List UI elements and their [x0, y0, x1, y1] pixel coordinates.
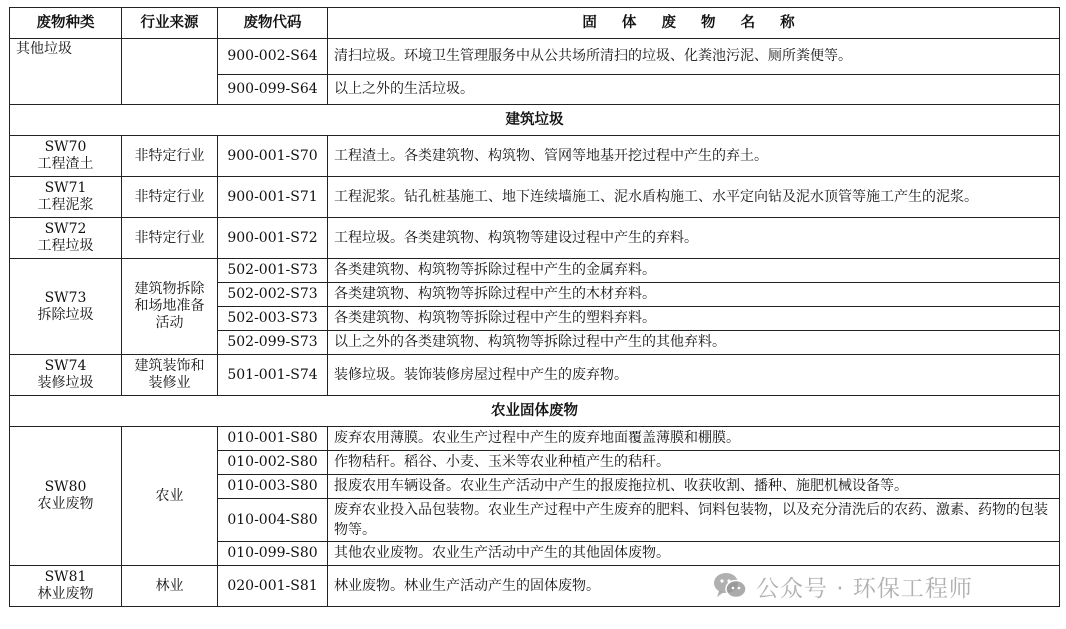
desc-cell: 工程泥浆。钻孔桩基施工、地下连续墙施工、泥水盾构施工、水平定向钻及泥水顶管等施工产生的泥浆。 — [328, 177, 1060, 218]
desc-cell: 各类建筑物、构筑物等拆除过程中产生的木材弃料。 — [328, 283, 1060, 307]
desc-cell: 装修垃圾。装饰装修房屋过程中产生的废弃物。 — [328, 355, 1060, 396]
source-cell: 林业 — [122, 566, 218, 607]
table-row — [10, 259, 1060, 283]
code-cell: 502-002-S73 — [218, 283, 328, 307]
desc-cell: 作物秸秆。稻谷、小麦、玉米等农业种植产生的秸秆。 — [328, 451, 1060, 475]
category-name: 装修垃圾 — [37, 375, 94, 391]
source-cell — [122, 39, 218, 105]
category-code: SW72 — [44, 221, 87, 237]
code-cell: 900-002-S64 — [218, 39, 328, 75]
header-name: 固 体 废 物 名 称 — [328, 8, 1060, 39]
header-source: 行业来源 — [122, 8, 218, 39]
code-cell: 900-099-S64 — [218, 75, 328, 105]
code-cell: 502-001-S73 — [218, 259, 328, 283]
table-row — [10, 218, 1060, 259]
source-cell: 非特定行业 — [122, 177, 218, 218]
category-cell: 其他垃圾 — [10, 39, 122, 105]
header-code: 废物代码 — [218, 8, 328, 39]
category-cell — [10, 177, 122, 218]
code-cell: 900-001-S71 — [218, 177, 328, 218]
category-cell — [10, 136, 122, 177]
code-cell: 010-002-S80 — [218, 451, 328, 475]
category-cell — [10, 218, 122, 259]
category-cell — [10, 259, 122, 355]
code-cell: 010-099-S80 — [218, 542, 328, 566]
category-name: 农业废物 — [37, 496, 94, 512]
category-cell — [10, 566, 122, 607]
desc-cell: 各类建筑物、构筑物等拆除过程中产生的金属弃料。 — [328, 259, 1060, 283]
category-name: 工程泥浆 — [37, 197, 94, 213]
section-row — [10, 396, 1060, 427]
table-row — [10, 427, 1060, 451]
desc-cell: 废弃农业投入品包装物。农业生产过程中产生废弃的肥料、饲料包装物，以及充分清洗后的农药、激素、药物的包装物等。 — [328, 499, 1060, 542]
code-cell: 502-099-S73 — [218, 331, 328, 355]
table-row — [10, 177, 1060, 218]
source-cell: 非特定行业 — [122, 218, 218, 259]
desc-cell: 废弃农用薄膜。农业生产过程中产生的废弃地面覆盖薄膜和棚膜。 — [328, 427, 1060, 451]
table-row — [10, 136, 1060, 177]
watermark-text: 公众号 · 环保工程师 — [756, 575, 973, 602]
source-cell: 建筑装饰和装修业 — [122, 355, 218, 396]
header-category: 废物种类 — [10, 8, 122, 39]
watermark — [712, 568, 973, 604]
code-cell: 010-003-S80 — [218, 475, 328, 499]
desc-cell: 工程渣土。各类建筑物、构筑物、管网等地基开挖过程中产生的弃土。 — [328, 136, 1060, 177]
source-cell: 农业 — [122, 427, 218, 566]
category-code: SW71 — [44, 180, 87, 196]
category-code: SW81 — [44, 569, 87, 585]
category-code: SW70 — [44, 139, 87, 155]
desc-cell: 工程垃圾。各类建筑物、构筑物等建设过程中产生的弃料。 — [328, 218, 1060, 259]
category-code: SW74 — [44, 358, 87, 374]
desc-cell: 以上之外的各类建筑物、构筑物等拆除过程中产生的其他弃料。 — [328, 331, 1060, 355]
section-row — [10, 105, 1060, 136]
category-cell — [10, 427, 122, 566]
source-cell: 非特定行业 — [122, 136, 218, 177]
section-title-construction: 建筑垃圾 — [10, 105, 1060, 136]
solid-waste-table — [9, 7, 1060, 607]
code-cell: 010-001-S80 — [218, 427, 328, 451]
category-code: SW80 — [44, 479, 87, 495]
desc-cell: 林业废物。林业生产活动产生的固体废物。 — [328, 566, 1060, 607]
code-cell: 010-004-S80 — [218, 499, 328, 542]
code-cell: 020-001-S81 — [218, 566, 328, 607]
desc-cell: 清扫垃圾。环境卫生管理服务中从公共场所清扫的垃圾、化粪池污泥、厕所粪便等。 — [328, 39, 1060, 75]
desc-cell: 以上之外的生活垃圾。 — [328, 75, 1060, 105]
code-cell: 502-003-S73 — [218, 307, 328, 331]
source-cell: 建筑物拆除和场地准备活动 — [122, 259, 218, 355]
desc-cell: 其他农业废物。农业生产活动中产生的其他固体废物。 — [328, 542, 1060, 566]
code-cell: 900-001-S70 — [218, 136, 328, 177]
code-cell: 501-001-S74 — [218, 355, 328, 396]
category-name: 拆除垃圾 — [37, 306, 94, 323]
table-row — [10, 355, 1060, 396]
wechat-icon — [712, 570, 748, 602]
category-name: 林业废物 — [37, 586, 94, 602]
section-title-agriculture: 农业固体废物 — [10, 396, 1060, 427]
desc-cell: 各类建筑物、构筑物等拆除过程中产生的塑料弃料。 — [328, 307, 1060, 331]
category-code: SW73 — [44, 289, 87, 306]
category-name: 工程垃圾 — [37, 238, 94, 254]
desc-cell: 报废农用车辆设备。农业生产活动中产生的报废拖拉机、收获收割、播种、施肥机械设备等。 — [328, 475, 1060, 499]
header-row — [10, 8, 1060, 39]
category-cell — [10, 355, 122, 396]
table-row — [10, 39, 1060, 75]
code-cell: 900-001-S72 — [218, 218, 328, 259]
category-name: 工程渣土 — [37, 156, 94, 172]
